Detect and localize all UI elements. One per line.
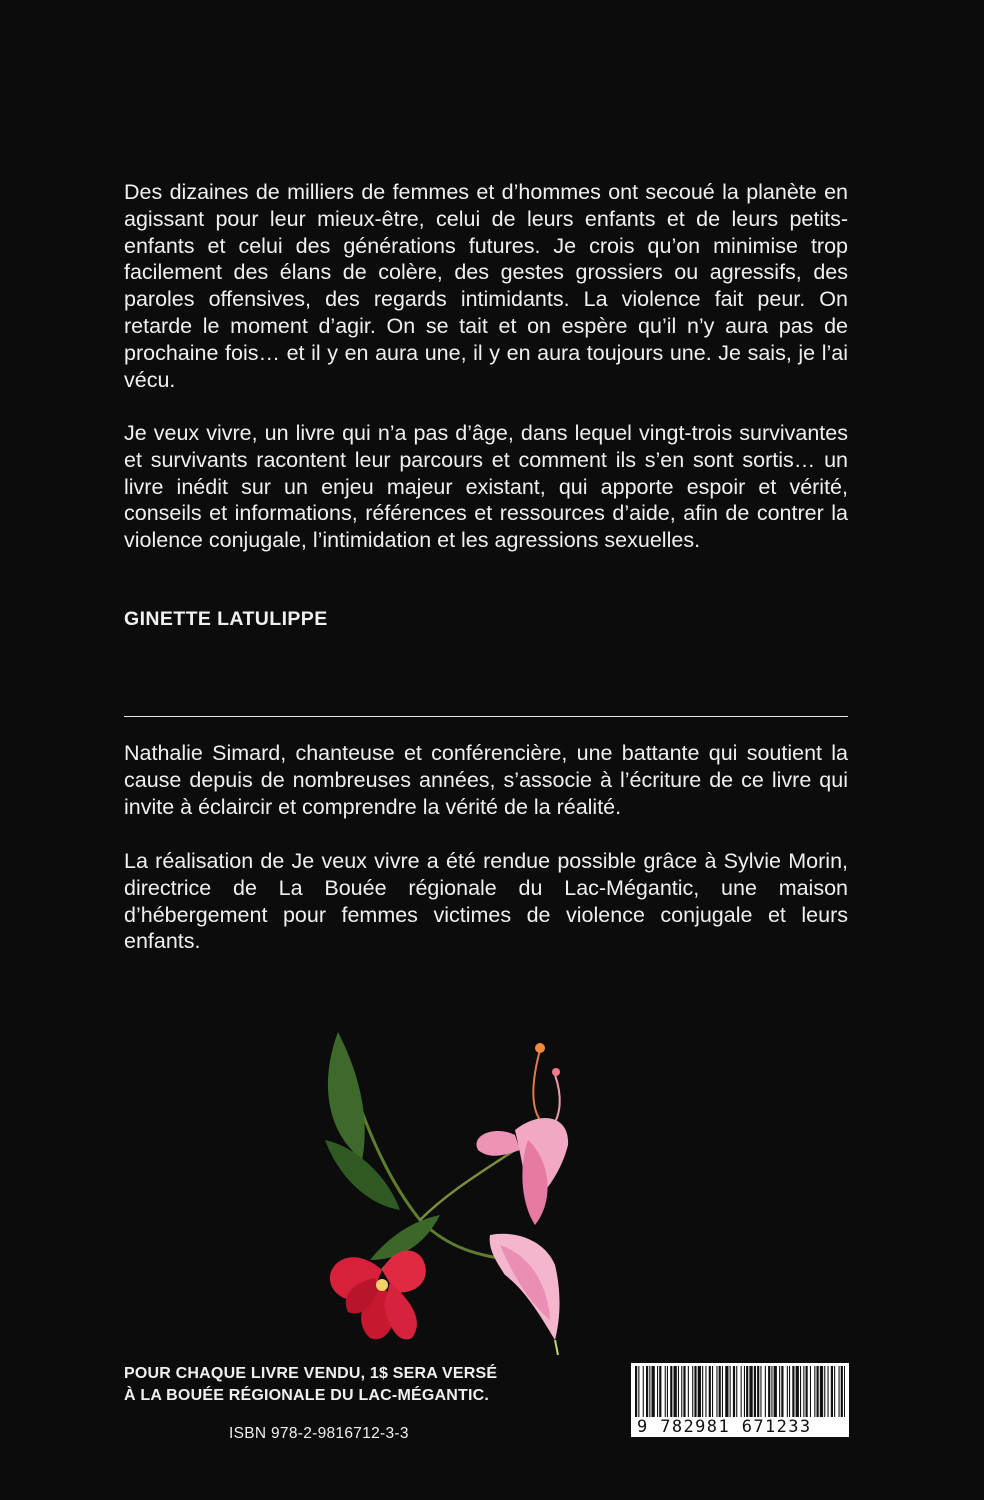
barcode-bar xyxy=(839,1366,840,1418)
barcode-digits: 9 782981 671233 xyxy=(635,1417,845,1437)
barcode-bar xyxy=(817,1366,819,1418)
barcode-bar xyxy=(652,1366,655,1418)
barcode-bar xyxy=(844,1366,845,1418)
barcode-bar xyxy=(643,1366,644,1418)
barcode-bar xyxy=(765,1366,766,1418)
blurb-paragraph-4: La réalisation de Je veux vivre a été rendue possible grâce à Sylvie Morin, directrice de La Bouée régionale du Lac-Mégantic, une maison d’hébergement pour femmes victimes de violence conjugale et leurs enfants. xyxy=(124,849,848,954)
barcode-bar xyxy=(810,1366,811,1418)
barcode-bar xyxy=(716,1366,717,1418)
barcode-bar xyxy=(754,1366,756,1418)
barcode-bar xyxy=(841,1366,843,1418)
barcode-bar xyxy=(705,1366,706,1418)
barcode-bar xyxy=(779,1366,780,1418)
barcode-bar xyxy=(694,1366,696,1418)
barcode-bar xyxy=(828,1366,829,1418)
barcode-bar xyxy=(746,1366,748,1418)
barcode-bar xyxy=(792,1366,794,1418)
barcode-bar xyxy=(646,1366,648,1418)
barcode-bar xyxy=(649,1366,650,1418)
barcode-bar xyxy=(681,1366,682,1418)
barcode-bar xyxy=(692,1366,693,1418)
barcode-bar xyxy=(702,1366,703,1418)
barcode-bar xyxy=(744,1366,745,1418)
donation-line-1: POUR CHAQUE LIVRE VENDU, 1$ SERA VERSÉ xyxy=(124,1365,498,1382)
barcode-bar xyxy=(722,1366,723,1418)
barcode-bar xyxy=(831,1366,833,1418)
barcode-bar xyxy=(781,1366,783,1418)
barcode-bar xyxy=(736,1366,737,1418)
barcode-bar xyxy=(719,1366,721,1418)
author-name: GINETTE LATULIPPE xyxy=(124,608,328,630)
barcode-bar xyxy=(712,1366,713,1418)
blurb-paragraph-2: Je veux vivre, un livre qui n’a pas d’âge, dans lequel vingt-trois survivantes et survivants racontent leur parcours et comment ils s’en sont sortis… un livre inédit sur un enjeu majeur existant, qui apporte espoir et vérité, conseils et informations, références et ressources d’aide, afin de contrer la violence conjugale, l’intimidation et les agressions sexuelles. xyxy=(124,421,848,553)
barcode xyxy=(631,1363,849,1437)
barcode-bar xyxy=(725,1366,728,1418)
barcode-bar xyxy=(657,1366,658,1418)
barcode-bar xyxy=(667,1366,668,1418)
barcode-bar xyxy=(741,1366,742,1418)
barcode-bar xyxy=(787,1366,788,1418)
barcode-bar xyxy=(814,1366,815,1418)
barcode-bar xyxy=(733,1366,735,1418)
barcode-bar xyxy=(665,1366,666,1418)
isbn: ISBN 978-2-9816712-3-3 xyxy=(229,1425,409,1442)
barcode-bar xyxy=(789,1366,790,1418)
barcode-bar xyxy=(635,1366,637,1418)
barcode-bar xyxy=(820,1366,823,1418)
barcode-bar xyxy=(760,1366,761,1418)
barcode-bar xyxy=(757,1366,759,1418)
barcode-bar xyxy=(824,1366,825,1418)
barcode-bar xyxy=(749,1366,752,1418)
barcode-bar xyxy=(796,1366,799,1418)
barcode-bar xyxy=(683,1366,685,1418)
barcode-bar xyxy=(698,1366,701,1418)
barcode-bar xyxy=(688,1366,689,1418)
barcode-bar xyxy=(800,1366,801,1418)
barcode-bar xyxy=(771,1366,772,1418)
donation-notice xyxy=(124,1363,564,1407)
donation-line-2: À LA BOUÉE RÉGIONALE DU LAC-MÉGANTIC. xyxy=(124,1387,490,1404)
blurb-paragraph-3: Nathalie Simard, chanteuse et conférencière, une battante qui soutient la cause depuis de nombreuses années, s’associe à l’écriture de ce livre qui invite à éclaircir et comprendre la vérité de la réalité. xyxy=(124,741,848,819)
barcode-bar xyxy=(730,1366,731,1418)
barcode-bar xyxy=(674,1366,677,1418)
barcode-bar xyxy=(659,1366,661,1418)
barcode-bar xyxy=(670,1366,672,1418)
fuchsia-flower-illustration xyxy=(300,1020,620,1360)
barcode-bar xyxy=(806,1366,808,1418)
barcode-bar xyxy=(638,1366,639,1418)
barcode-bar xyxy=(774,1366,777,1418)
barcode-bar xyxy=(678,1366,679,1418)
blurb-paragraph-1: Des dizaines de milliers de femmes et d’hommes ont secoué la planète en agissant pour leur mieux-être, celui de leurs enfants et de leurs petits-enfants et celui des générations futures. Je crois qu’on minimise trop facilement des élans de colère, des gestes grossiers ou agressifs, des paroles offensives, des regards intimidants. La violence fait peur. On retarde le moment d’agir. On se tait et on espère qu’il n’y aura pas de prochaine fois… et il y en aura une, il y en aura toujours une. Je sais, je l’ai vécu. xyxy=(124,180,848,392)
barcode-bar xyxy=(834,1366,835,1418)
barcode-bar xyxy=(768,1366,770,1418)
section-divider xyxy=(124,716,848,717)
barcode-bar xyxy=(803,1366,804,1418)
barcode-bar xyxy=(709,1366,711,1418)
